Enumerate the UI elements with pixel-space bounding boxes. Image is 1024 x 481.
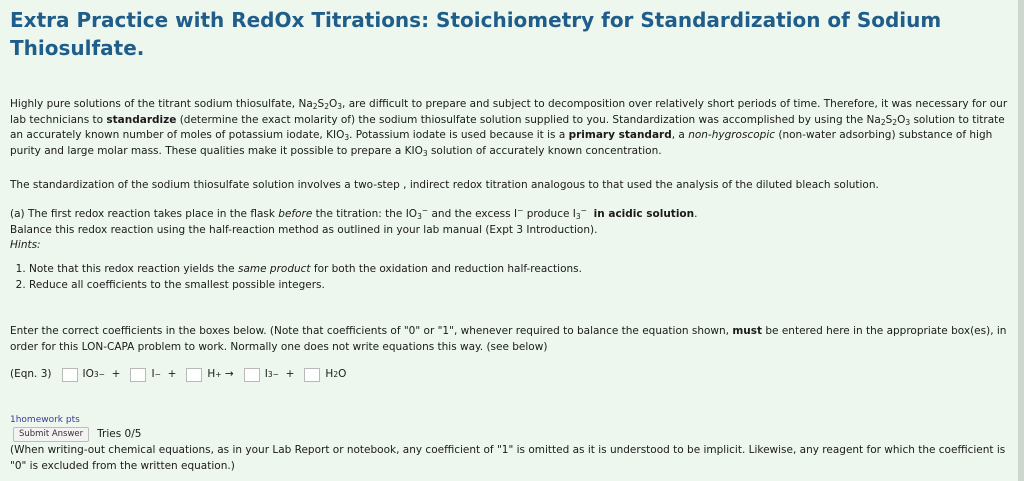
hints-label: Hints: xyxy=(10,239,41,251)
page-title: Extra Practice with RedOx Titrations: Stoichiometry for Standardization of Sodium Thiosulfate. xyxy=(10,8,942,60)
homework-points: 1homework pts xyxy=(10,415,80,425)
hint-item: 2. Reduce all coefficients to the smallest possible integers. xyxy=(29,278,1012,294)
coefficient-instructions: Enter the correct coefficients in the boxes below. (Note that coefficients of "0" or "1", whenever required to balance the equation shown, must be entered here in the appropriate box(es), in order for this LON-CAPA problem to work. Normally one does not write equations this way. (see below) xyxy=(10,325,1007,353)
balance-instruction: Balance this redox reaction using the half-reaction method as outlined in your lab manual (Expt 3 Introduction). xyxy=(10,223,598,236)
coefficient-input-iodide[interactable] xyxy=(130,368,146,382)
submit-row xyxy=(10,427,1012,443)
part-a-paragraph: (a) The first redox reaction takes place in the flask before the titration: the $IO_3^-$ and the excess I− produce $I_3^-$ in acidic solution. Balance this redox reaction using the half-reaction method as outlined in your lab manual (Expt 3 Introduction). Hints: xyxy=(10,207,1012,254)
standardize-term: standardize xyxy=(106,113,177,126)
coefficient-input-triiodide[interactable] xyxy=(244,368,260,382)
tries-counter: Tries 0/5 xyxy=(97,428,142,440)
primary-standard-term: primary standard xyxy=(568,129,672,141)
reaction-arrow: → xyxy=(224,368,234,380)
submit-answer-button[interactable]: Submit Answer xyxy=(13,427,89,442)
standardization-paragraph: The standardization of the sodium thiosulfate solution involves a two-step , indirect redox titration analogous to that used the analysis of the diluted bleach solution. xyxy=(10,179,879,191)
equation-row: (Eqn. 3) IO 3 − + I − + H + → I 3 − + H 2 O xyxy=(10,367,1012,383)
acidic-solution-term: in acidic solution xyxy=(593,208,695,220)
equation-label: (Eqn. 3) xyxy=(10,368,52,380)
coefficient-input-iodate[interactable] xyxy=(62,368,78,382)
scrollbar[interactable] xyxy=(1018,0,1024,481)
coefficient-input-water[interactable] xyxy=(304,368,320,382)
writing-note: (When writing-out chemical equations, as in your Lab Report or notebook, any coefficient of "1" is omitted as it is understood to be implicit. Likewise, any reagent for which the coefficient is "0" is excluded from the written equation.) xyxy=(10,444,1006,472)
coefficient-input-hydrogen-ion[interactable] xyxy=(186,368,202,382)
hints-list xyxy=(10,262,1012,293)
intro-paragraph: Highly pure solutions of the titrant sodium thiosulfate, $Na_2S_2O_3$, are difficult to prepare and subject to decomposition over relatively short periods of time. Therefore, it was necessary for our lab technicians to standardize (determine the exact molarity of) the sodium thiosulfate solution supplied to you. Standardization was accomplished by using the $Na_2S_2O_3$ solution to titrate an accurately known number of moles of potassium iodate, $KIO_3$. Potassium iodate is used because it is a primary standard, a non-hygroscopic (non-water adsorbing) substance of high purity and large molar mass. These qualities make it possible to prepare a $KIO_3$ solution of accurately known concentration. xyxy=(10,98,1008,158)
hint-item: 1. Note that this redox reaction yields the same product for both the oxidation and reduction half-reactions. xyxy=(29,262,1012,278)
